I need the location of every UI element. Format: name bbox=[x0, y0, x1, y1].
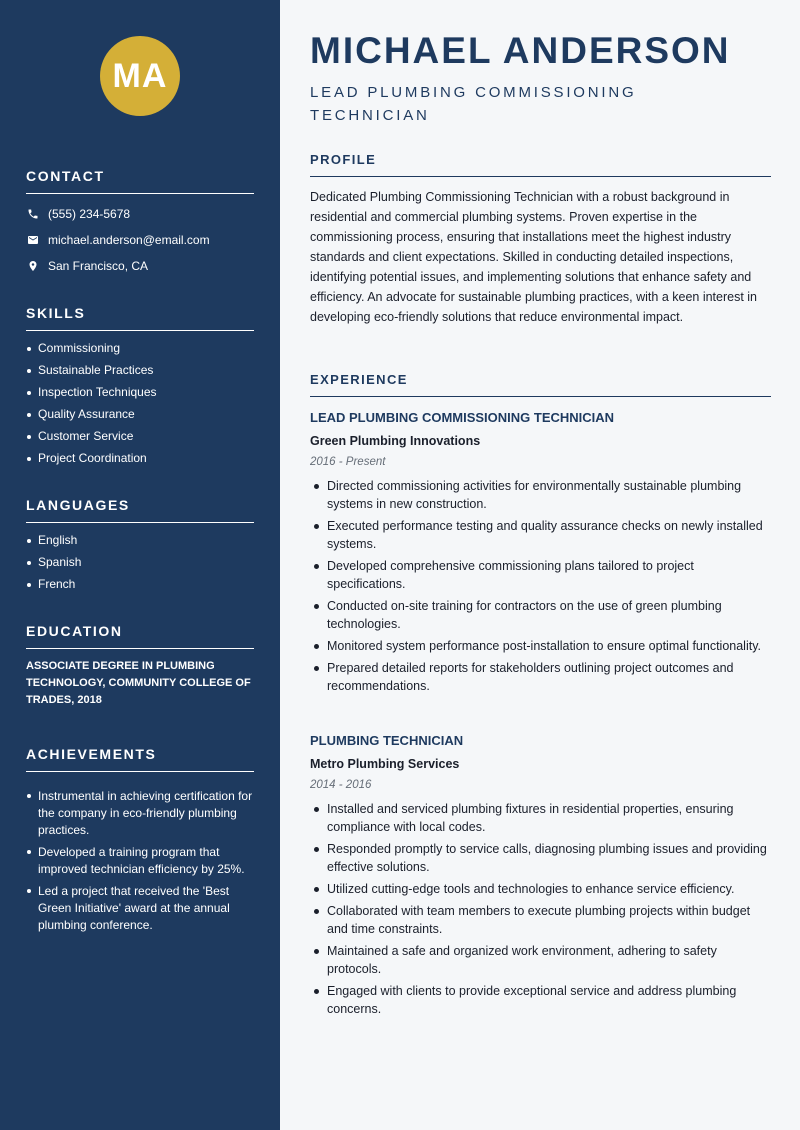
experience-heading: EXPERIENCE bbox=[310, 372, 771, 397]
location-text: San Francisco, CA bbox=[48, 259, 149, 273]
education-heading: EDUCATION bbox=[26, 623, 254, 649]
email-icon bbox=[26, 233, 40, 247]
job-bullet: Utilized cutting-edge tools and technologies to enhance service efficiency. bbox=[310, 880, 771, 898]
job-bullets bbox=[310, 800, 771, 1018]
sidebar bbox=[0, 0, 280, 1130]
job-bullet: Developed comprehensive commissioning plans tailored to project specifications. bbox=[310, 557, 771, 593]
language-item: English bbox=[26, 533, 254, 548]
avatar-initials: MA bbox=[112, 56, 168, 95]
phone-icon bbox=[26, 207, 40, 221]
skills-list bbox=[26, 341, 254, 466]
candidate-title: LEAD PLUMBING COMMISSIONING TECHNICIAN bbox=[310, 84, 637, 124]
job-bullets bbox=[310, 477, 771, 695]
location-pin-icon bbox=[26, 259, 40, 273]
job-bullet: Directed commissioning activities for environmentally sustainable plumbing systems in new construction. bbox=[310, 477, 771, 513]
candidate-name: MICHAEL ANDERSON bbox=[310, 30, 731, 71]
contact-heading: CONTACT bbox=[26, 168, 254, 194]
achievement-item: Developed a training program that improved technician efficiency by 25%. bbox=[26, 844, 254, 878]
education-entry: ASSOCIATE DEGREE IN PLUMBING TECHNOLOGY, COMMUNITY COLLEGE OF TRADES, 2018 bbox=[26, 660, 251, 706]
skill-item: Sustainable Practices bbox=[26, 363, 254, 378]
contact-location bbox=[26, 259, 254, 273]
avatar bbox=[100, 36, 180, 116]
job-bullet: Executed performance testing and quality assurance checks on newly installed systems. bbox=[310, 517, 771, 553]
profile-heading: PROFILE bbox=[310, 152, 771, 177]
job-dates: 2016 - Present bbox=[310, 456, 386, 468]
achievement-item: Instrumental in achieving certification for the company in eco-friendly plumbing practices. bbox=[26, 788, 254, 839]
skill-item: Commissioning bbox=[26, 341, 254, 356]
profile-section bbox=[310, 152, 771, 327]
skill-item: Customer Service bbox=[26, 429, 254, 444]
job-dates: 2014 - 2016 bbox=[310, 779, 372, 791]
job-title: LEAD PLUMBING COMMISSIONING TECHNICIAN bbox=[310, 410, 615, 425]
job-company: Green Plumbing Innovations bbox=[310, 434, 481, 448]
job-bullet: Prepared detailed reports for stakeholders outlining project outcomes and recommendations. bbox=[310, 659, 771, 695]
languages-list bbox=[26, 533, 254, 592]
language-item: French bbox=[26, 577, 254, 592]
job-bullet: Collaborated with team members to execute plumbing projects within budget and time constraints. bbox=[310, 902, 771, 938]
skills-section bbox=[26, 305, 254, 473]
skill-item: Inspection Techniques bbox=[26, 385, 254, 400]
language-item: Spanish bbox=[26, 555, 254, 570]
achievement-item: Led a project that received the 'Best Green Initiative' award at the annual plumbing conference. bbox=[26, 883, 254, 934]
profile-text: Dedicated Plumbing Commissioning Technician with a robust background in residential and commercial plumbing systems. Proven expertise in the commissioning process, ensuring that installations meet the highest industry standards and client expectations. Skilled in conducting detailed inspections, identifying potential issues, and implementing solutions that enhance safety and efficiency. An advocate for sustainable plumbing practices, with a keen interest in developing eco-friendly solutions that reduce environmental impact. bbox=[310, 190, 758, 324]
contact-section bbox=[26, 168, 254, 273]
job-title: PLUMBING TECHNICIAN bbox=[310, 733, 464, 748]
achievements-list bbox=[26, 788, 254, 934]
skills-heading: SKILLS bbox=[26, 305, 254, 331]
job-entry bbox=[310, 410, 771, 699]
job-company: Metro Plumbing Services bbox=[310, 757, 460, 771]
achievements-heading: ACHIEVEMENTS bbox=[26, 746, 254, 772]
job-bullet: Conducted on-site training for contractors on the use of green plumbing technologies. bbox=[310, 597, 771, 633]
email-text: michael.anderson@email.com bbox=[48, 233, 210, 247]
job-entry bbox=[310, 733, 771, 1022]
languages-heading: LANGUAGES bbox=[26, 497, 254, 523]
languages-section bbox=[26, 497, 254, 599]
achievements-section bbox=[26, 746, 254, 939]
job-bullet: Installed and serviced plumbing fixtures in residential properties, ensuring compliance with local codes. bbox=[310, 800, 771, 836]
contact-phone bbox=[26, 207, 254, 221]
education-section bbox=[26, 623, 254, 709]
contact-email bbox=[26, 233, 254, 247]
job-bullet: Responded promptly to service calls, diagnosing plumbing issues and providing effective solutions. bbox=[310, 840, 771, 876]
job-bullet: Monitored system performance post-installation to ensure optimal functionality. bbox=[310, 637, 771, 655]
job-bullet: Maintained a safe and organized work environment, adhering to safety protocols. bbox=[310, 942, 771, 978]
skill-item: Project Coordination bbox=[26, 451, 254, 466]
phone-text: (555) 234-5678 bbox=[48, 207, 131, 221]
skill-item: Quality Assurance bbox=[26, 407, 254, 422]
experience-section bbox=[310, 372, 771, 397]
job-bullet: Engaged with clients to provide exceptional service and address plumbing concerns. bbox=[310, 982, 771, 1018]
